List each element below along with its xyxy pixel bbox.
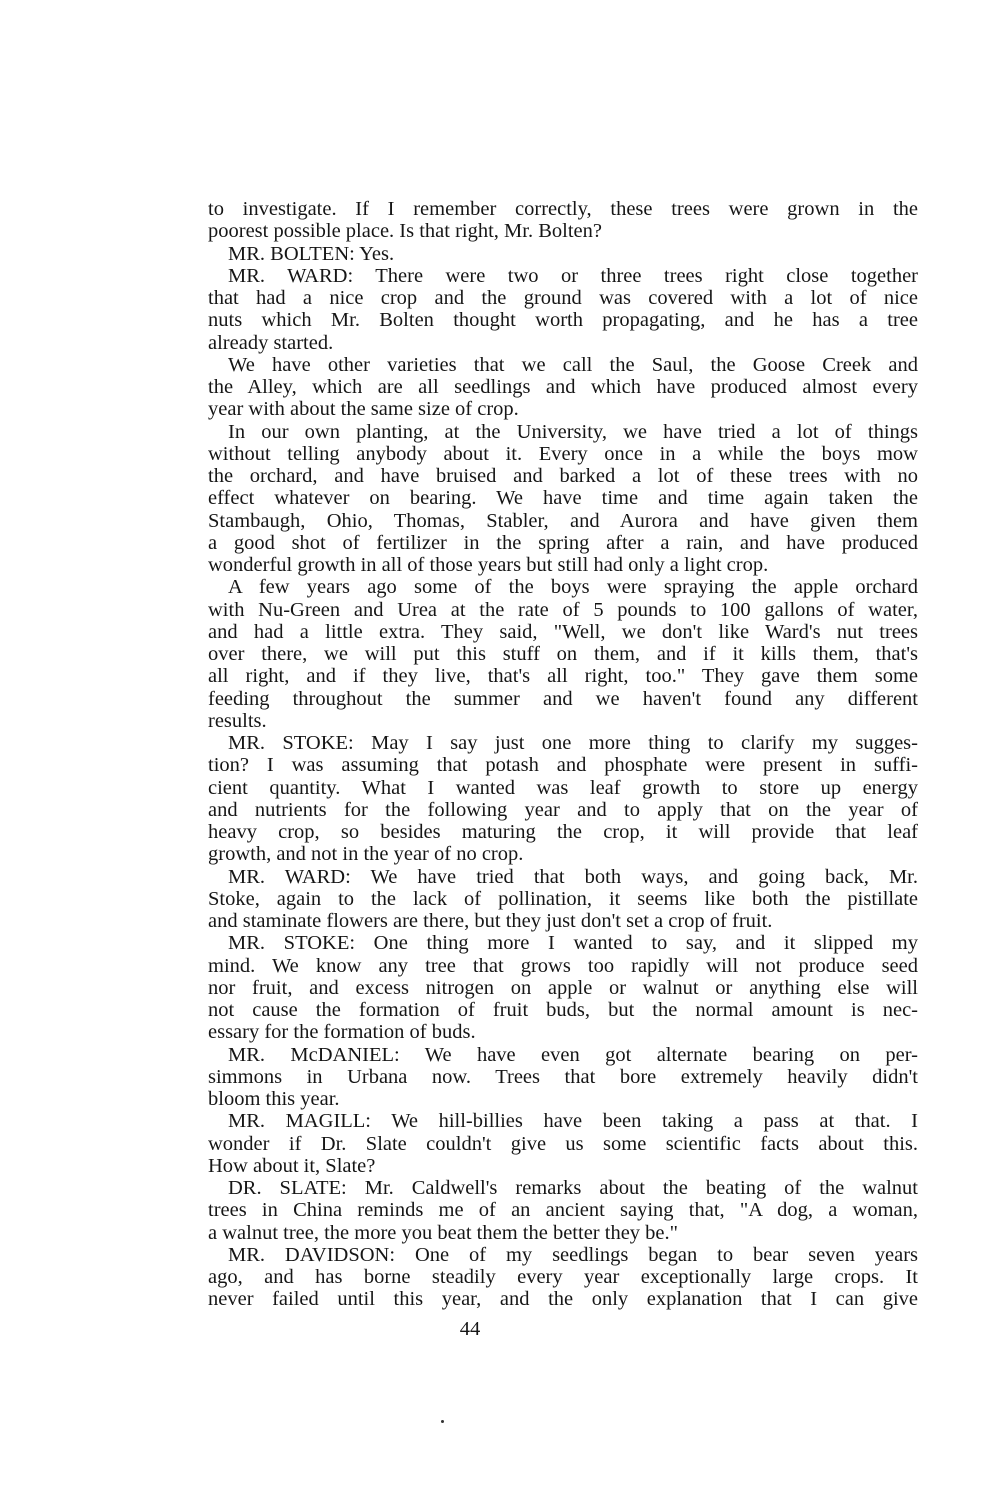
paragraph (208, 866, 918, 933)
text-line: MR. BOLTEN: Yes. (228, 242, 395, 265)
text-line: essary for the formation of buds. (208, 1021, 476, 1044)
text-line: MR. MAGILL: We hill-billies have been taking a pass at that. I (228, 1110, 918, 1133)
text-line: bloom this year. (208, 1088, 340, 1110)
text-line: heavy crop, so besides maturing the crop, it will provide that leaf (208, 821, 918, 843)
text-line: DR. SLATE: Mr. Caldwell's remarks about the beating of the walnut (228, 1177, 918, 1199)
text-line: and nutrients for the following year and to apply that on the year of (208, 798, 918, 821)
text-line: results. (208, 709, 267, 732)
text-line: without telling anybody about it. Every once in a while the boys mow (208, 442, 918, 465)
text-line: all right, and if they live, that's all right, too." They gave them some (208, 665, 918, 688)
text-line: trees in China reminds me of an ancient saying that, "A dog, a woman, (208, 1199, 918, 1222)
text-line: feeding throughout the summer and we haven't found any different (208, 687, 918, 710)
paragraph (208, 732, 918, 866)
text-line: simmons in Urbana now. Trees that bore extremely heavily didn't (208, 1065, 918, 1088)
text-line: MR. WARD: There were two or three trees right close together (228, 264, 918, 287)
text-line: growth, and not in the year of no crop. (208, 843, 524, 866)
text-line: cient quantity. What I wanted was leaf growth to store up energy (208, 776, 918, 799)
text-line: nuts which Mr. Bolten thought worth propagating, and he has a tree (208, 309, 918, 332)
page-number: 44 (459, 1318, 481, 1340)
text-line: Stoke, again to the lack of pollination, it seems like both the pistillate (208, 887, 918, 910)
text-line: MR. DAVIDSON: One of my seedlings began to bear seven years (228, 1243, 918, 1266)
text-line: ago, and has borne steadily every year exceptionally large crops. It (208, 1266, 918, 1288)
text-line: and had a little extra. They said, "Well, we don't like Ward's nut trees (208, 620, 918, 643)
text-line: the orchard, and have bruised and barked a lot of these trees with no (208, 465, 918, 487)
text-line: a good shot of fertilizer in the spring after a rain, and have produced (208, 531, 918, 554)
text-line: MR. McDANIEL: We have even got alternate bearing on per- (228, 1043, 918, 1066)
text-line: to investigate. If I remember correctly, these trees were grown in the (208, 198, 918, 220)
text-line: that had a nice crop and the ground was covered with a lot of nice (208, 287, 918, 309)
paragraph (208, 1044, 918, 1111)
text-line: MR. STOKE: One thing more I wanted to say, and it slipped my (228, 932, 918, 955)
paragraph (208, 1244, 918, 1311)
text-line: tion? I was assuming that potash and phosphate were present in suffi- (208, 754, 918, 777)
text-line: We have other varieties that we call the Saul, the Goose Creek and (228, 353, 918, 376)
text-line: MR. WARD: We have tried that both ways, and going back, Mr. (228, 865, 918, 888)
text-line: In our own planting, at the University, we have tried a lot of things (228, 420, 918, 443)
text-line: the Alley, which are all seedlings and which have produced almost every (208, 376, 918, 398)
text-line: wonder if Dr. Slate couldn't give us some scientific facts about this. (208, 1132, 918, 1155)
text-line: wonderful growth in all of those years but still had only a light crop. (208, 554, 769, 576)
scan-speck (441, 1420, 444, 1423)
text-line: poorest possible place. Is that right, Mr. Bolten? (208, 220, 602, 243)
paragraph (208, 1177, 918, 1244)
text-line: never failed until this year, and the only explanation that I can give (208, 1288, 918, 1311)
paragraph (208, 198, 918, 243)
paragraph (208, 354, 918, 421)
text-line: mind. We know any tree that grows too rapidly will not produce seed (208, 954, 918, 977)
text-line: and staminate flowers are there, but they just don't set a crop of fruit. (208, 910, 773, 932)
text-line: with Nu-Green and Urea at the rate of 5 pounds to 100 gallons of water, (208, 598, 918, 621)
text-line: a walnut tree, the more you beat them the better they be." (208, 1221, 679, 1244)
paragraph (208, 576, 918, 732)
text-line: effect whatever on bearing. We have time and time again taken the (208, 487, 918, 510)
text-line: A few years ago some of the boys were spraying the apple orchard (228, 576, 918, 599)
text-line: MR. STOKE: May I say just one more thing to clarify my sugges- (228, 732, 918, 754)
text-line: nor fruit, and excess nitrogen on apple or walnut or anything else will (208, 976, 918, 999)
text-line: not cause the formation of fruit buds, but the normal amount is nec- (208, 999, 918, 1021)
paragraph (208, 243, 918, 265)
paragraph (208, 932, 918, 1043)
text-line: over there, we will put this stuff on them, and if it kills them, that's (208, 643, 918, 665)
text-line: Stambaugh, Ohio, Thomas, Stabler, and Aurora and have given them (208, 509, 918, 532)
text-line: year with about the same size of crop. (208, 398, 519, 421)
paragraph (208, 421, 918, 577)
paragraph (208, 1110, 918, 1177)
paragraph (208, 265, 918, 354)
body-text (208, 198, 918, 1311)
text-line: How about it, Slate? (208, 1154, 376, 1177)
text-line: already started. (208, 331, 334, 354)
